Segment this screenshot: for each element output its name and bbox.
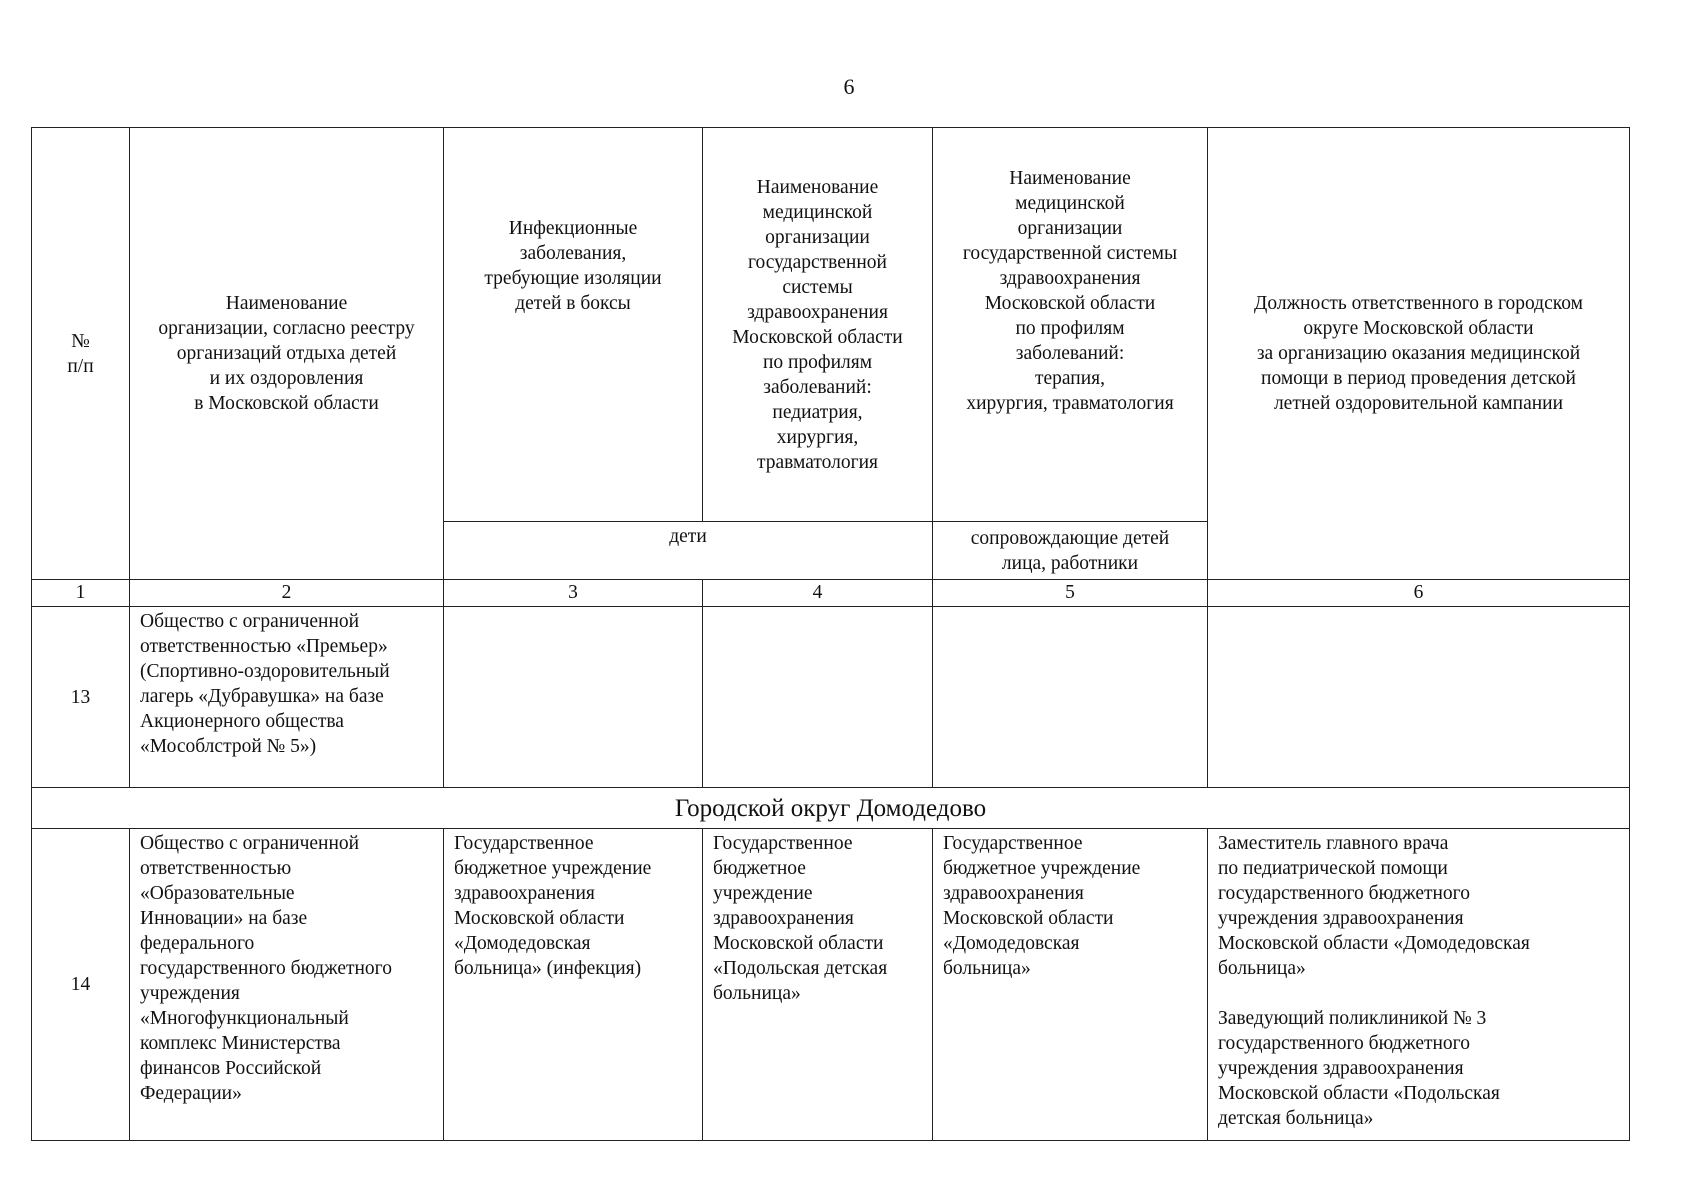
row-med-children (703, 607, 933, 788)
table-header-row (32, 128, 1630, 522)
section-row (32, 788, 1630, 829)
row-responsible (1208, 607, 1630, 788)
row-med-adults (933, 607, 1208, 788)
row-infection: Государственное бюджетное учреждение здравоохранения Московской области «Домодедовская больница» (инфекция) (444, 829, 703, 1141)
header-col-responsible: Должность ответственного в городском округе Московской области за организацию оказания медицинской помощи в период проведения детской летней оздоровительной кампании (1208, 128, 1630, 580)
row-infection (444, 607, 703, 788)
table-row (32, 829, 1630, 1141)
row-med-children: Государственное бюджетное учреждение здравоохранения Московской области «Подольская детская больница» (703, 829, 933, 1141)
column-number-1: 1 (32, 580, 130, 607)
column-numbers-row (32, 580, 1630, 607)
table-row (32, 607, 1630, 788)
column-number-4: 4 (703, 580, 933, 607)
medical-organizations-table (31, 127, 1630, 1141)
header-col-med-children: Наименование медицинской организации государственной системы здравоохранения Московской области по профилям заболеваний: педиатрия, хирургия, травматология (703, 128, 933, 522)
column-number-2: 2 (130, 580, 444, 607)
subheader-children: дети (444, 522, 933, 580)
header-col-med-adults: Наименование медицинской организации государственной системы здравоохранения Московской области по профилям заболеваний: терапия, хирургия, травматология (933, 128, 1208, 522)
section-title: Городской округ Домодедово (32, 788, 1630, 829)
column-number-5: 5 (933, 580, 1208, 607)
row-med-adults: Государственное бюджетное учреждение здравоохранения Московской области «Домодедовская больница» (933, 829, 1208, 1141)
row-organization: Общество с ограниченной ответственностью «Образовательные Инновации» на базе федерального государственного бюджетного учреждения «Многофункциональный комплекс Министерства финансов Российской Федерации» (130, 829, 444, 1141)
column-number-3: 3 (444, 580, 703, 607)
row-organization: Общество с ограниченной ответственностью «Премьер» (Спортивно-оздоровительный лагерь «Дубравушка» на базе Акционерного общества «Мособлстрой № 5») (130, 607, 444, 788)
header-col-infection: Инфекционные заболевания, требующие изоляции детей в боксы (444, 128, 703, 522)
header-col-number: № п/п (32, 128, 130, 580)
subheader-adults: сопровождающие детей лица, работники (933, 522, 1208, 580)
row-number: 14 (32, 829, 130, 1141)
page-number: 6 (843, 74, 855, 99)
column-number-6: 6 (1208, 580, 1630, 607)
row-responsible: Заместитель главного врача по педиатрической помощи государственного бюджетного учреждения здравоохранения Московской области «Домодедовская больница» Заведующий поликлиникой № 3 государственного бюджетного учреждения здравоохранения Московской области «Подольская детская больница» (1208, 829, 1630, 1141)
row-number: 13 (32, 607, 130, 788)
header-col-organization: Наименование организации, согласно реестру организаций отдыха детей и их оздоровления в Московской области (130, 128, 444, 580)
